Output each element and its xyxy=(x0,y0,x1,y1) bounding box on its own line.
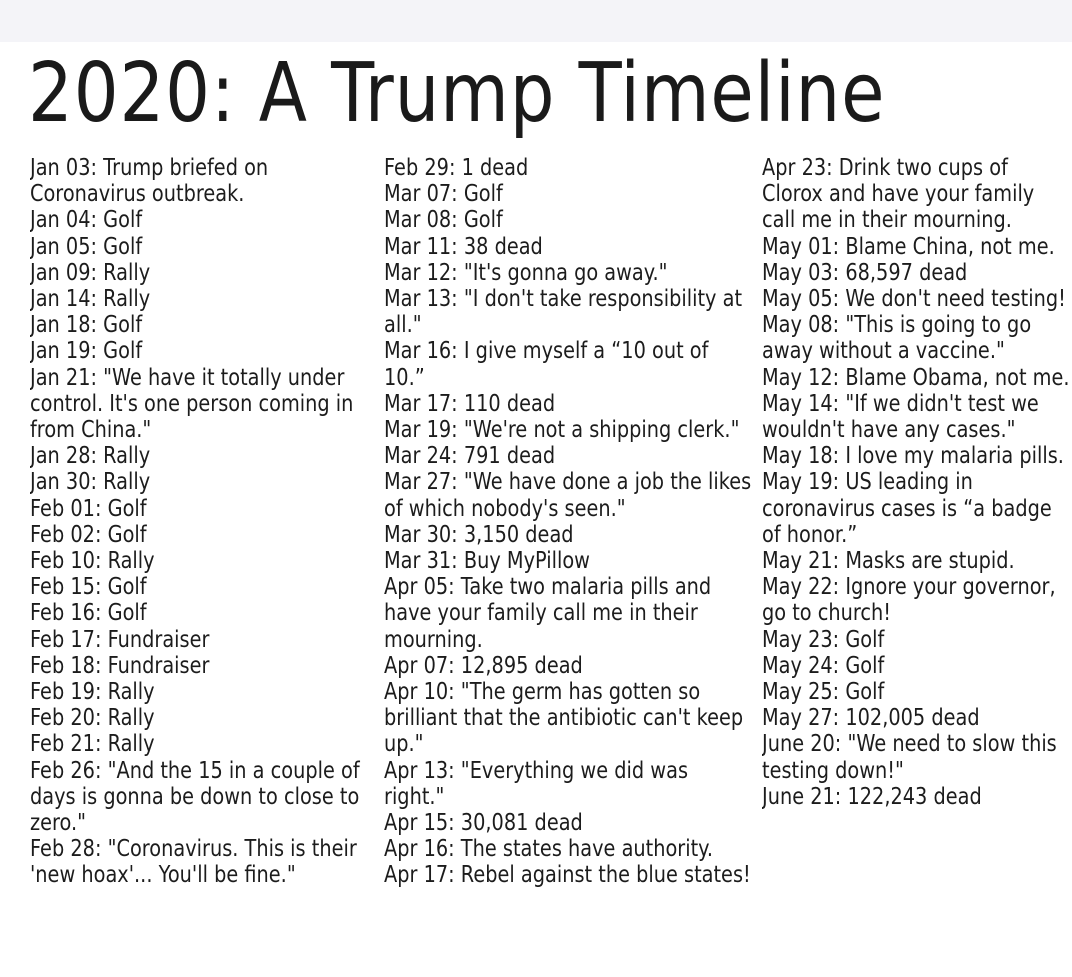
timeline-entry xyxy=(762,705,1072,731)
timeline-entry xyxy=(762,679,1072,705)
entry-text: Rally xyxy=(103,469,151,496)
entry-date: May 27 : xyxy=(762,705,845,731)
entry-text: Buy MyPillow xyxy=(463,548,590,575)
entry-text: Drink two cups of Clorox and have your family call me in their mourning. xyxy=(762,155,1035,234)
timeline-entry xyxy=(384,443,754,469)
entry-date: Mar 27 : xyxy=(384,469,464,495)
entry-date: Feb 28 : xyxy=(30,836,108,862)
entry-text: 38 dead xyxy=(463,233,543,260)
entry-text: Golf xyxy=(107,574,147,601)
timeline-column-3 xyxy=(762,155,1072,977)
timeline-entry xyxy=(30,469,370,495)
entry-date: Mar 17 : xyxy=(384,391,464,417)
entry-date: Feb 16 : xyxy=(30,600,108,626)
entry-date: Apr 07 : xyxy=(384,653,461,679)
timeline-entry xyxy=(30,286,370,312)
entry-text: "It's gonna go away." xyxy=(463,259,668,286)
timeline-entry xyxy=(384,207,754,233)
entry-date: June 20 : xyxy=(762,731,847,757)
timeline-entry xyxy=(30,522,370,548)
timeline-entry xyxy=(762,443,1072,469)
timeline-entry xyxy=(762,155,1072,234)
entry-date: Mar 24 : xyxy=(384,443,464,469)
entry-text: Golf xyxy=(463,181,503,208)
entry-text: "We need to slow this testing down!" xyxy=(762,731,1057,784)
entry-date: Apr 13 : xyxy=(384,758,461,784)
timeline-entry xyxy=(384,522,754,548)
timeline-entry xyxy=(30,338,370,364)
timeline-entry xyxy=(30,260,370,286)
timeline-entry xyxy=(762,312,1072,364)
entry-text: I give myself a “10 out of 10.” xyxy=(384,338,709,391)
entry-date: Apr 05 : xyxy=(384,574,461,600)
entry-date: Feb 20 : xyxy=(30,705,108,731)
entry-text: 30,081 dead xyxy=(460,810,583,837)
timeline-entry xyxy=(384,574,754,653)
entry-date: Mar 07 : xyxy=(384,181,464,207)
timeline-entry xyxy=(30,758,370,837)
timeline-list xyxy=(384,155,754,889)
timeline-entry xyxy=(384,810,754,836)
entry-text: Golf xyxy=(107,495,147,522)
entry-text: We don't need testing! xyxy=(845,286,1066,313)
entry-text: 12,895 dead xyxy=(460,652,583,679)
entry-date: Jan 14 : xyxy=(30,286,103,312)
entry-text: Rally xyxy=(103,443,151,470)
entry-text: Rally xyxy=(103,259,151,286)
entry-date: Apr 10 : xyxy=(384,679,461,705)
entry-text: 1 dead xyxy=(461,155,529,181)
entry-date: Mar 13 : xyxy=(384,286,464,312)
timeline-entry xyxy=(762,365,1072,391)
entry-date: Feb 02 : xyxy=(30,522,108,548)
entry-text: Rally xyxy=(103,286,151,313)
timeline-entry xyxy=(30,836,370,888)
entry-text: US leading in coronavirus cases is “a badge of honor.” xyxy=(762,469,1052,548)
timeline-entry xyxy=(384,548,754,574)
entry-date: Jan 04 : xyxy=(30,207,103,233)
entry-text: "We're not a shipping clerk." xyxy=(463,417,740,444)
timeline-list xyxy=(762,155,1072,810)
timeline-entry xyxy=(384,260,754,286)
timeline-entry xyxy=(30,705,370,731)
entry-date: May 14 : xyxy=(762,391,845,417)
entry-text: Golf xyxy=(463,207,503,234)
timeline-entry xyxy=(762,469,1072,548)
entry-date: May 05 : xyxy=(762,286,845,312)
entry-date: Jan 18 : xyxy=(30,312,103,338)
entry-date: June 21 : xyxy=(762,784,847,810)
entry-date: Jan 03 : xyxy=(30,155,103,181)
entry-date: Feb 21 : xyxy=(30,731,108,757)
entry-date: Mar 08 : xyxy=(384,207,464,233)
timeline-entry xyxy=(762,731,1072,783)
entry-text: Golf xyxy=(845,626,885,653)
entry-date: May 12 : xyxy=(762,365,845,391)
timeline-entry xyxy=(384,836,754,862)
entry-date: May 03 : xyxy=(762,260,845,286)
entry-text: "Everything we did was right." xyxy=(384,757,689,810)
timeline-entry xyxy=(30,155,370,207)
entry-date: May 23 : xyxy=(762,627,845,653)
timeline-entry xyxy=(384,155,754,181)
timeline-entry xyxy=(762,234,1072,260)
entry-text: I love my malaria pills. xyxy=(845,443,1064,470)
entry-text: 791 dead xyxy=(463,443,556,470)
entry-date: Mar 16 : xyxy=(384,338,464,364)
entry-text: Golf xyxy=(103,207,143,234)
timeline-entry xyxy=(30,312,370,338)
entry-date: Mar 30 : xyxy=(384,522,464,548)
timeline-entry xyxy=(384,862,754,888)
timeline-entry xyxy=(30,679,370,705)
entry-date: May 08 : xyxy=(762,312,845,338)
entry-text: Ignore your governor, go to church! xyxy=(762,574,1056,627)
entry-text: "If we didn't test we wouldn't have any cases." xyxy=(762,390,1039,444)
entry-date: May 01 : xyxy=(762,234,845,260)
entry-text: "Coronavirus. This is their 'new hoax'... You'll be fine." xyxy=(30,836,357,889)
entry-date: Jan 05 : xyxy=(30,234,103,260)
timeline-entry xyxy=(384,286,754,338)
entry-date: May 21 : xyxy=(762,548,845,574)
timeline-entry xyxy=(384,338,754,390)
timeline-entry xyxy=(30,600,370,626)
entry-date: Apr 15 : xyxy=(384,810,461,836)
top-band xyxy=(0,0,1072,42)
entry-text: Rally xyxy=(107,705,155,732)
entry-text: Blame Obama, not me. xyxy=(845,364,1070,391)
entry-text: Trump briefed on Coronavirus outbreak. xyxy=(30,155,269,208)
entry-text: 122,243 dead xyxy=(847,783,982,810)
entry-text: "We have done a job the likes of which nobody's seen." xyxy=(384,469,752,522)
entry-text: Golf xyxy=(107,600,147,627)
entry-text: Rebel against the blue states! xyxy=(460,862,751,889)
timeline-entry xyxy=(30,731,370,757)
timeline-column-1 xyxy=(30,155,370,977)
entry-text: Blame China, not me. xyxy=(845,233,1055,260)
entry-date: May 22 : xyxy=(762,574,845,600)
timeline-entry xyxy=(384,469,754,521)
timeline-entry xyxy=(30,443,370,469)
entry-date: Apr 23 : xyxy=(762,155,839,181)
timeline-entry xyxy=(762,391,1072,443)
entry-text: The states have authority. xyxy=(460,836,714,863)
entry-date: May 19 : xyxy=(762,469,845,495)
timeline-entry xyxy=(762,627,1072,653)
timeline-entry xyxy=(30,365,370,444)
entry-date: Feb 19 : xyxy=(30,679,108,705)
timeline-list xyxy=(30,155,370,889)
entry-text: Golf xyxy=(103,338,143,365)
entry-date: Mar 19 : xyxy=(384,417,464,443)
entry-date: Feb 26 : xyxy=(30,758,108,784)
entry-text: Golf xyxy=(103,233,143,260)
entry-date: Jan 19 : xyxy=(30,338,103,364)
entry-date: Feb 15 : xyxy=(30,574,108,600)
entry-text: Golf xyxy=(103,312,143,339)
entry-date: Jan 28 : xyxy=(30,443,103,469)
entry-text: Rally xyxy=(107,548,155,575)
timeline-entry xyxy=(384,679,754,758)
entry-text: 68,597 dead xyxy=(845,259,968,286)
timeline-entry xyxy=(30,496,370,522)
entry-text: Rally xyxy=(107,731,155,758)
timeline-entry xyxy=(30,548,370,574)
timeline-entry xyxy=(384,758,754,810)
entry-date: Jan 30 : xyxy=(30,469,103,495)
entry-date: Feb 18 : xyxy=(30,653,108,679)
entry-text: "We have it totally under control. It's one person coming in from China." xyxy=(30,364,354,444)
entry-text: "This is going to go away without a vaccine." xyxy=(762,312,1032,365)
timeline-entry xyxy=(30,653,370,679)
entry-date: Jan 21 : xyxy=(30,365,103,391)
entry-text: Golf xyxy=(107,521,147,548)
timeline-entry xyxy=(30,207,370,233)
timeline-entry xyxy=(762,784,1072,810)
entry-date: Feb 29 : xyxy=(384,155,462,181)
timeline-entry xyxy=(30,627,370,653)
entry-date: Mar 31 : xyxy=(384,548,464,574)
timeline-entry xyxy=(384,417,754,443)
entry-text: "The germ has gotten so brilliant that the antibiotic can't keep up." xyxy=(384,679,744,758)
entry-text: Fundraiser xyxy=(107,626,210,653)
entry-text: Golf xyxy=(845,652,885,679)
page-title: 2020: A Trump Timeline xyxy=(28,46,886,141)
entry-text: "I don't take responsibility at all." xyxy=(384,286,743,339)
entry-date: Mar 11 : xyxy=(384,234,464,260)
timeline-entry xyxy=(762,260,1072,286)
entry-text: "And the 15 in a couple of days is gonna be down to close to zero." xyxy=(30,757,360,837)
timeline-entry xyxy=(384,653,754,679)
timeline-entry xyxy=(762,548,1072,574)
entry-date: May 25 : xyxy=(762,679,845,705)
entry-text: 110 dead xyxy=(463,390,556,417)
entry-text: Fundraiser xyxy=(107,652,210,679)
timeline-entry xyxy=(762,286,1072,312)
entry-date: Apr 17 : xyxy=(384,862,461,888)
timeline-entry xyxy=(30,574,370,600)
timeline-entry xyxy=(384,234,754,260)
entry-date: May 18 : xyxy=(762,443,845,469)
entry-date: Apr 16 : xyxy=(384,836,461,862)
entry-date: Feb 10 : xyxy=(30,548,108,574)
timeline-entry xyxy=(30,234,370,260)
entry-date: Feb 01 : xyxy=(30,496,108,522)
entry-text: 3,150 dead xyxy=(463,521,574,548)
entry-date: Mar 12 : xyxy=(384,260,464,286)
timeline-entry xyxy=(384,391,754,417)
entry-text: Take two malaria pills and have your family call me in their mourning. xyxy=(384,574,712,653)
entry-text: Masks are stupid. xyxy=(845,548,1015,575)
timeline-entry xyxy=(762,653,1072,679)
entry-date: Feb 17 : xyxy=(30,627,108,653)
entry-text: Golf xyxy=(845,679,885,706)
timeline-entry xyxy=(762,574,1072,626)
entry-text: Rally xyxy=(107,679,155,706)
timeline-column-2 xyxy=(384,155,754,977)
entry-text: 102,005 dead xyxy=(845,705,980,732)
timeline-entry xyxy=(384,181,754,207)
entry-date: May 24 : xyxy=(762,653,845,679)
entry-date: Jan 09 : xyxy=(30,260,103,286)
